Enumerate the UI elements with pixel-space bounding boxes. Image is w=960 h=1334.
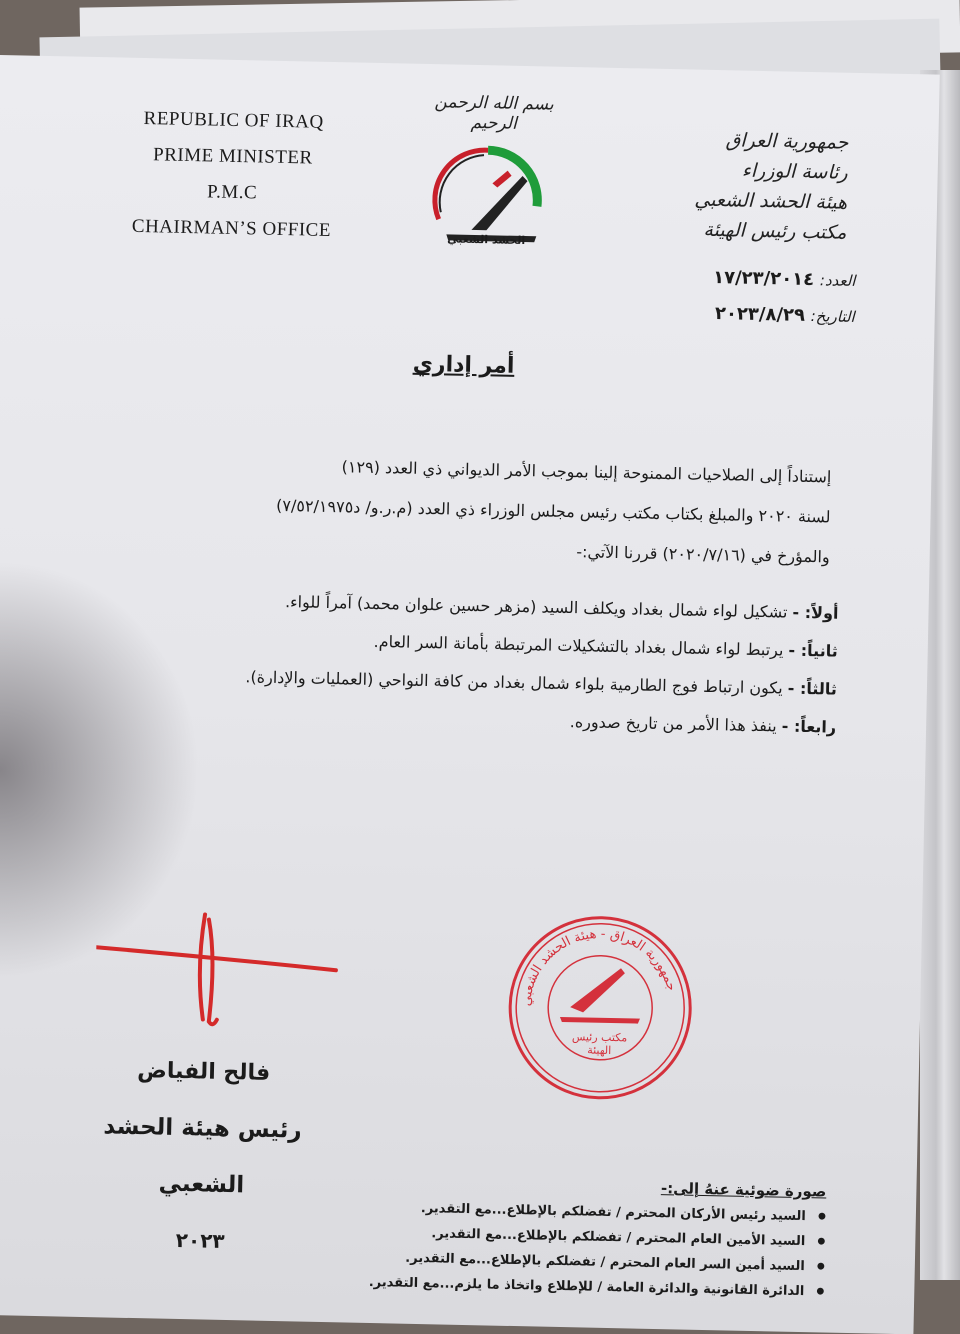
signatory-name: فالح الفياض — [137, 1058, 271, 1086]
item-text: تشكيل لواء شمال بغداد ويكلف السيد (مزهر حسين علوان محمد) آمراً للواء. — [284, 592, 788, 622]
stamp-outer-text: جمهورية العراق - هيئة الحشد الشعبي — [519, 926, 679, 1007]
order-paragraph — [89, 442, 831, 577]
item-label: أولاً: - — [792, 602, 839, 623]
ar-header-pm: رئاسة الوزراء — [741, 159, 848, 184]
copy-recipient: ● الدائرة القانونية والدائرة العامة / للإطلاع واتخاذ ما يلزم...مع التقدير. — [354, 1270, 824, 1305]
item-label: ثالثاً: - — [787, 678, 838, 699]
reference-number — [645, 259, 856, 299]
paragraph-line: والمؤرخ في (٢٠٢٠/٧/١٦) قررنا الآتي:- — [576, 542, 830, 567]
basmala: بسم الله الرحمن الرحيم — [434, 92, 554, 134]
copies-heading: صورة ضوئية عنهُ إلى:- — [660, 1179, 827, 1201]
copy-recipient: ● السيد رئيس الأركان المحترم / تفضلكم بالإطلاع...مع التقدير. — [356, 1195, 826, 1230]
header-line-pmc: P.M.C — [206, 181, 258, 204]
english-header — [106, 107, 359, 242]
header-line-republic: REPUBLIC OF IRAQ — [143, 108, 324, 133]
ar-header-office: مكتب رئيس الهيئة — [703, 218, 847, 244]
header-line-office: CHAIRMAN’S OFFICE — [131, 215, 332, 241]
item-label: رابعاً: - — [781, 716, 837, 737]
paragraph-line: لسنة ٢٠٢٠ والمبلغ بكتاب مكتب رئيس مجلس الوزراء ذي العدد (م.ر.و/ د٧/٥٢/١٩٧٥) — [275, 495, 831, 527]
ref-label: العدد: — [819, 271, 856, 290]
date-label: التاريخ: — [810, 307, 855, 326]
copies-section — [354, 1173, 826, 1305]
reference-block — [644, 259, 855, 335]
item-text: يكون ارتباط فوج الطارمية بلواء شمال بغداد من كافة النواحي (العمليات والإدارة). — [245, 667, 783, 698]
order-title: أمر إداري — [412, 351, 515, 379]
signatory-title: رئيس هيئة الحشد الشعبي — [103, 1113, 302, 1199]
logo-caption: الحشد الشعبي — [447, 232, 526, 248]
copy-recipient: ● السيد الأمين العام المحترم / تفضلكم بالإطلاع...مع التقدير. — [355, 1220, 825, 1255]
order-items — [206, 581, 839, 746]
ref-value: ١٧/٢٣/٢٠١٤ — [712, 266, 815, 291]
stamp-inner-text: مكتب رئيس الهيئة — [571, 1030, 628, 1058]
item-text: ينفذ هذا الأمر من تاريخ صدوره. — [569, 712, 777, 736]
ar-header-pmf: هيئة الحشد الشعبي — [694, 188, 848, 214]
stamp-graphic — [503, 911, 697, 1105]
copy-recipient: ● السيد أمين السر العام المحترم / تفضلكم بالإطلاع...مع التقدير. — [355, 1245, 825, 1280]
shadow-overlay — [0, 560, 200, 980]
item-label: ثانياً: - — [788, 640, 838, 661]
date-value: ٢٠٢٣/٨/٢٩ — [714, 303, 806, 326]
item-text: يرتبط لواء شمال بغداد بالتشكيلات المرتبطة بأمانة السر العام. — [373, 631, 784, 660]
document-date — [644, 295, 855, 335]
arabic-header — [646, 124, 848, 248]
official-stamp — [503, 911, 697, 1105]
signature-year: ٢٠٢٣ — [175, 1227, 225, 1253]
signature-block — [60, 1042, 345, 1272]
ar-header-republic: جمهورية العراق — [725, 129, 849, 154]
header-line-pm: PRIME MINISTER — [152, 144, 313, 169]
copies-list — [354, 1195, 826, 1305]
paragraph-line: إستناداً إلى الصلاحيات الممنوحة إلينا بموجب الأمر الديواني ذي العدد (١٢٩) — [341, 457, 832, 487]
